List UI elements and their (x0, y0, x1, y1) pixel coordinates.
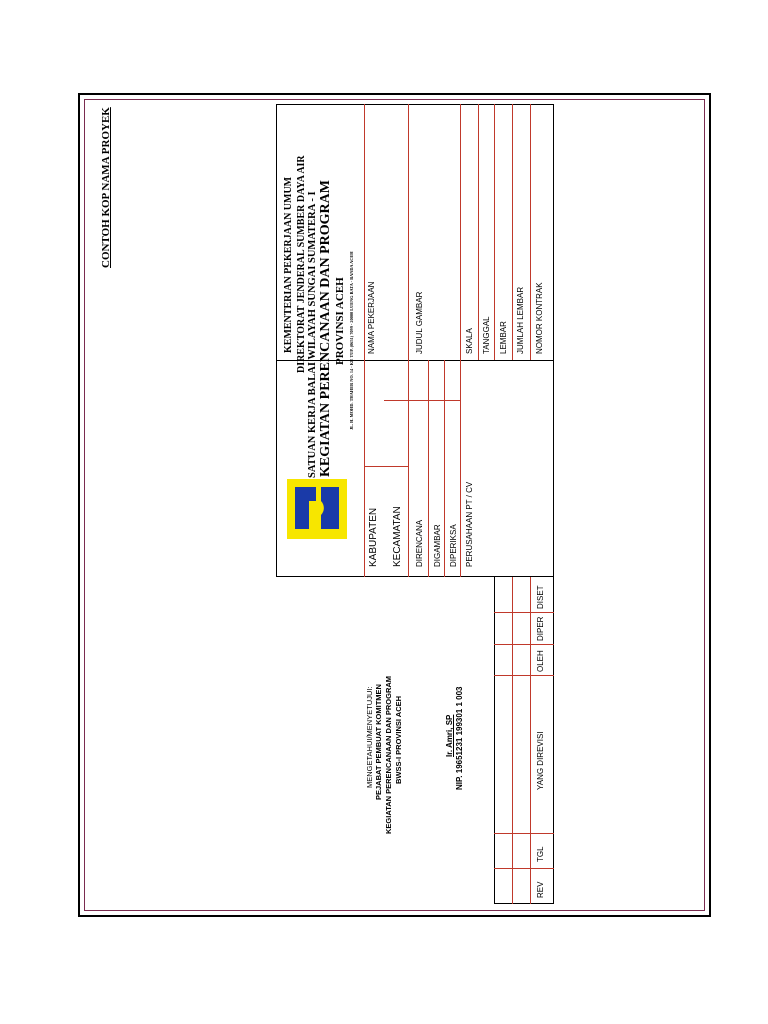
approval-name: Ir. Amri, SP (445, 714, 454, 757)
page-title: CONTOH KOP NAMA PROYEK (100, 107, 112, 268)
label-kabupaten: KABUPATEN (368, 507, 379, 567)
org-address: JL. H. MOHD. THAHER NO. 14 - KP. TUP. (0651) 7099 - 20000 LUENG BATA - BANDA ACEH (349, 251, 354, 430)
col-line (512, 104, 513, 360)
rev-row-line (494, 644, 554, 645)
approval-line-3: KEGIATAN PERENCANAAN DAN PROGRAM (384, 675, 393, 834)
col-line (428, 360, 429, 577)
pu-logo-icon (287, 479, 347, 539)
rev-header-tgl: TGL (536, 846, 545, 862)
org-line-1: KEMENTERIAN PEKERJAAN UMUM (283, 176, 294, 353)
label-diperiksa: DIPERIKSA (449, 524, 458, 567)
rev-header-rev: REV (536, 881, 545, 898)
approval-nip: NIP. 19651231 199301 1 003 (455, 686, 464, 790)
label-lembar: LEMBAR (499, 321, 508, 354)
rev-header-diper: DIPER (536, 616, 545, 641)
col-line (460, 104, 461, 577)
rev-row-line (494, 675, 554, 676)
col-line (478, 104, 479, 360)
rev-header-oleh: OLEH (536, 650, 545, 672)
label-direncana: DIRENCANA (415, 519, 424, 567)
org-line-4: KEGIATAN PERENCANAAN DAN PROGRAM (318, 180, 333, 477)
row-line (364, 466, 408, 467)
row-line (384, 400, 460, 401)
col-line (530, 104, 531, 360)
label-tanggal: TANGGAL (482, 316, 491, 354)
revision-table (494, 577, 554, 904)
label-perusahaan: PERUSAHAAN PT / CV (465, 481, 474, 567)
rev-row-line (494, 833, 554, 834)
rev-col-line (530, 577, 531, 904)
label-digambar: DIGAMBAR (433, 524, 442, 567)
col-line (364, 104, 365, 577)
rev-row-line (494, 612, 554, 613)
approval-line-2: PEJABAT PEMBUAT KOMITMEN (374, 684, 383, 800)
col-line (494, 104, 495, 360)
rev-header-diset: DISET (536, 585, 545, 609)
pu-logo (287, 479, 347, 539)
label-judul-gambar: JUDUL GAMBAR (415, 291, 424, 354)
label-skala: SKALA (465, 328, 474, 354)
org-line-3: SATUAN KERJA BALAI WILAYAH SUNGAI SUMATERA - I (307, 191, 318, 478)
label-jumlah-lembar: JUMLAH LEMBAR (516, 286, 525, 354)
col-line (408, 104, 409, 577)
col-line (444, 360, 445, 577)
org-line-5: PROVINSI ACEH (334, 277, 346, 365)
label-kecamatan: KECAMATAN (392, 506, 403, 567)
label-nama-pekerjaan: NAMA PEKERJAAN (367, 281, 376, 354)
approval-line-4: BWSS-I PROVINSI ACEH (394, 695, 403, 784)
rev-header-yang-direvisi: YANG DIREVISI (536, 731, 545, 790)
rev-col-line (512, 577, 513, 904)
approval-line-1: MENGETAHUI/MENYETUJUI: (365, 686, 374, 788)
label-nomor-kontrak: NOMOR KONTRAK (535, 282, 544, 354)
org-line-2: DIREKTORAT JENDERAL SUMBER DAYA AIR (296, 155, 307, 373)
rev-row-line (494, 868, 554, 869)
